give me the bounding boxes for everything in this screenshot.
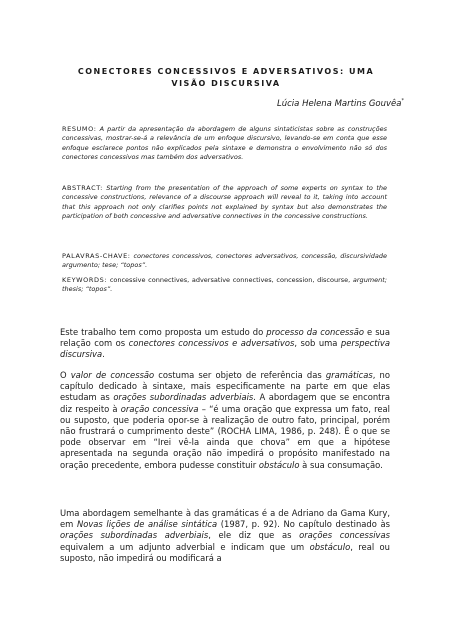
keywords-label: KEYWORDS:	[62, 276, 108, 284]
emphasis-run: valor de concessão	[70, 370, 155, 380]
palavras-chave-label: PALAVRAS-CHAVE:	[62, 252, 131, 260]
resumo-text: A partir da apresentação da abordagem de alguns sintaticistas sobre as construções concessivas, mostrar-se-á a relevância de um enfoque discursivo, levando-se em conta que esse enfoque esclarece pontos não explicados pela sintaxe e demonstra o envolvimento não só dos conectores concessivos mas também dos adversativos.	[62, 125, 387, 162]
text-run: costuma ser objeto de referência das	[154, 370, 326, 380]
author-line	[277, 98, 404, 109]
abstract-text: Starting from the presentation of the approach of some experts on syntax to the concessive constructions, relevance of a discourse approach will reveal to it, taking into account that this approach not only clarifies points not explained by syntax but also demonstrates the participation of both concessive and adversative connectives in the concessive constructions.	[62, 184, 387, 221]
abstract-label: ABSTRACT:	[62, 184, 103, 192]
text-run: à sua consumação.	[299, 459, 383, 470]
text-run: Uma abordagem semelhante à das gramáticas é a de Adriano da Gama Kury, em	[60, 508, 390, 530]
emphasis-run: processo da concessão	[266, 327, 365, 337]
paragraph-concessao	[60, 370, 390, 471]
text-run: e sua relação com os	[60, 327, 391, 349]
emphasis-run: oração concessiva	[120, 403, 199, 414]
text-run: – “é uma oração que expressa um fato, real ou suposto, que poderia opor-se à realização de outro fato, principal, porém não frustrará o cumprimento deste” (ROCHA LIMA, 1986, p. 248). É o que se pode observar em “Irei vê-la ainda que chova” em que a hipótese apresentada na segunda oração não impedirá o propósito manifestado na oração precedente, embora pudesse constituir	[60, 403, 390, 470]
emphasis-run: orações subordinadas adverbiais	[113, 392, 254, 403]
resumo-label: RESUMO:	[62, 125, 97, 133]
text-run: equivalem a um adjunto adverbial e indicam que um	[60, 541, 310, 552]
keywords-block	[62, 276, 387, 295]
emphasis-run: Novas lições de análise sintática	[76, 519, 218, 530]
text-run: , sob uma	[294, 338, 341, 349]
paragraph-kury	[60, 508, 390, 564]
emphasis-run: orações concessivas	[299, 530, 391, 541]
author-footnote-mark: *	[401, 98, 404, 104]
emphasis-run: gramáticas	[325, 370, 373, 380]
emphasis-run: orações subordinadas adverbiais	[60, 530, 209, 541]
keywords-text: concessive connectives, adversative connectives, concession, discourse,	[109, 276, 351, 284]
emphasis-run: perspectiva discursiva	[60, 338, 390, 360]
palavras-chave-block	[62, 252, 387, 271]
abstract-block	[62, 184, 387, 222]
text-run: , real ou suposto, não impedirá ou modificará a	[60, 541, 390, 563]
text-run: O	[60, 370, 71, 380]
text-run: (1987, p. 92). No capítulo destinado às	[217, 519, 390, 530]
text-run: . A abordagem que se encontra diz respeito à	[60, 392, 391, 414]
article-title: CONECTORES CONCESSIVOS E ADVERSATIVOS: UMA VISÃO DISCURSIVA	[77, 67, 375, 88]
text-run: .	[102, 349, 105, 360]
paragraph-intro	[60, 327, 390, 361]
author-name: Lúcia Helena Martins Gouvêa	[277, 98, 402, 109]
resumo-block	[62, 125, 387, 163]
keywords-text-italic: argument; thesis; “topos”.	[62, 276, 387, 294]
text-run: , ele diz que as	[208, 530, 300, 541]
palavras-chave-text: conectores concessivos, conectores adversativos, concessão, discursividade argumento; tese; “topos”.	[62, 252, 387, 270]
text-run: Este trabalho tem como proposta um estudo do	[60, 327, 267, 337]
emphasis-run: obstáculo	[309, 541, 351, 552]
emphasis-run: conectores concessivos e adversativos	[128, 338, 295, 349]
emphasis-run: obstáculo	[258, 459, 300, 470]
text-run: , no capítulo dedicado à sintaxe, mais especificamente na parte em que elas estudam as	[60, 370, 390, 403]
